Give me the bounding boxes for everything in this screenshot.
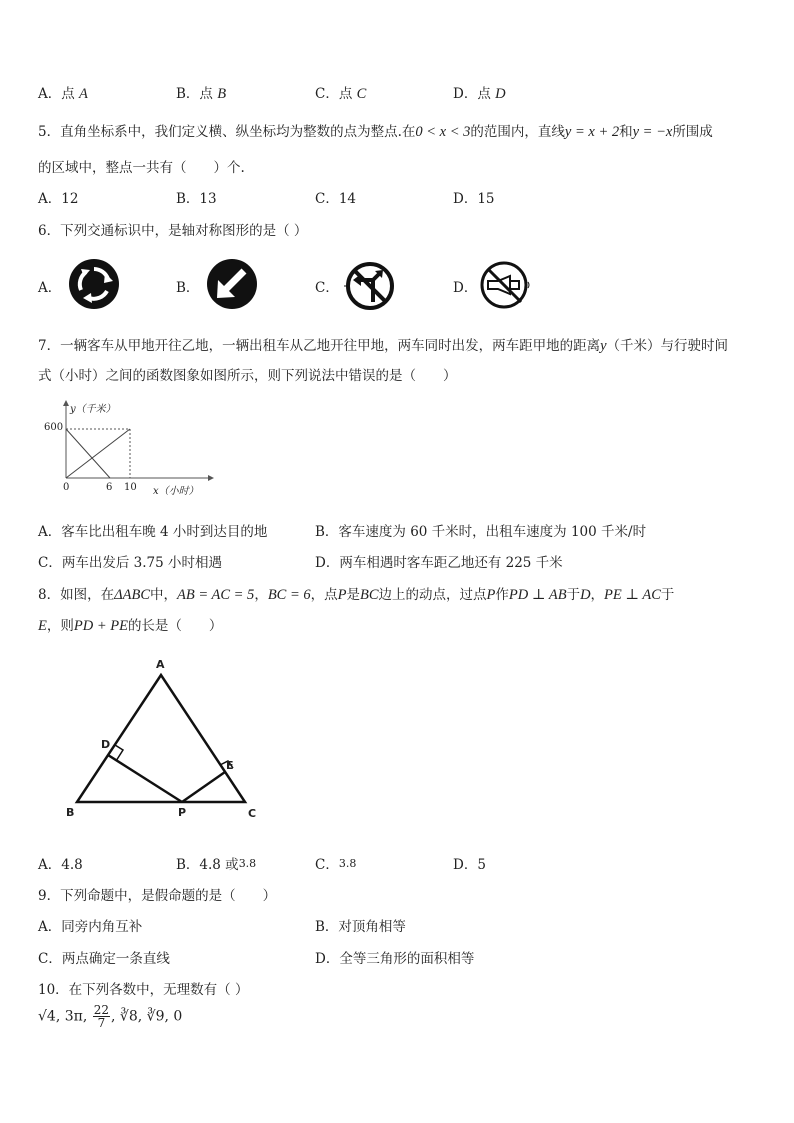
q10-stem: 10．在下列各数中，无理数有（ ） [38,982,249,998]
q7-stem-line2: 式（小时）之间的函数图象如图所示，则下列说法中错误的是（ ） [38,368,457,384]
q7-option-b: B．客车速度为 60 千米时，出租车速度为 100 千米/时 [315,524,647,540]
q10-number-list: √4, 3π, $\frac{22}{7}$ , ∛8, ∛9, 0 [38,1003,183,1030]
q8-option-b: B．4.8 或3.8 [176,857,257,873]
graph-y-label: y（千米） [70,404,116,415]
q4-option-a: A．点 A [38,86,88,102]
point-e-label: E [226,759,234,772]
q7-option-c: C．两车出发后 3.75 小时相遇 [38,555,222,571]
q9-option-a: A．同旁内角互补 [38,919,143,935]
q8-stem-line2: E，则PD + PE的长是（ ） [38,618,223,634]
q5-option-b: B．13 [176,191,217,207]
q9-option-d: D．全等三角形的面积相等 [315,951,475,967]
q5-option-a: A．12 [38,191,79,207]
no-horn-sign-icon [479,259,533,311]
q6-option-c: C． [315,280,339,296]
no-left-turn-sign-icon [343,260,397,312]
q7-stem-line1: 7．一辆客车从甲地开往乙地，一辆出租车从乙地开往甲地，两车同时出发，两车距甲地的距离y（千米）与行驶时间 [38,338,729,354]
q7-option-d: D．两车相遇时客车距乙地还有 225 千米 [315,555,563,571]
q4-option-d: D．点 D [453,86,506,102]
vertex-c-label: C [248,807,257,820]
q8-option-c: C．3.8 [315,857,357,873]
graph-x-tick-10: 10 [124,482,137,493]
q9-stem: 9．下列命题中，是假命题的是（ ） [38,888,277,904]
point-p-label: P [178,806,187,819]
q8-triangle-figure [60,655,270,825]
q4-option-b: B．点 B [176,86,227,102]
q8-stem-line1: 8．如图，在ΔABC中，AB = AC = 5，BC = 6，点P是BC边上的动点，过点P作PD ⊥ AB于D，PE ⊥ AC于 [38,587,675,603]
q7-graph [40,398,220,498]
q6-option-a: A． [38,280,62,296]
graph-x-tick-0: 0 [63,482,70,493]
q6-option-b: B． [176,280,200,296]
q8-option-a: A．4.8 [38,857,83,873]
q6-option-d: D． [453,280,478,296]
q9-option-c: C．两点确定一条直线 [38,951,170,967]
q5-stem-line2: 的区域中，整点一共有（ ）个. [38,160,245,176]
point-d-label: D [101,738,111,751]
q9-option-b: B．对顶角相等 [315,919,406,935]
graph-x-label: x（小时） [153,486,199,497]
graph-y-tick: 600 [44,422,64,433]
q8-option-d: D．5 [453,857,486,873]
q5-option-d: D．15 [453,191,495,207]
q5-option-c: C．14 [315,191,357,207]
roundabout-sign-icon [67,257,121,311]
vertex-a-label: A [156,658,165,671]
q6-stem: 6．下列交通标识中，是轴对称图形的是（ ） [38,223,308,239]
q4-option-c: C．点 C [315,86,367,102]
q7-option-a: A．客车比出租车晚 4 小时到达目的地 [38,524,268,540]
arrow-down-left-sign-icon [206,258,258,310]
graph-x-tick-6: 6 [106,482,113,493]
vertex-b-label: B [66,806,75,819]
q5-stem-line1: 5．直角坐标系中，我们定义横、纵坐标均为整数的点为整点.在0 < x < 3的范围内，直线y = x + 2和y = −x所围成 [38,124,713,140]
